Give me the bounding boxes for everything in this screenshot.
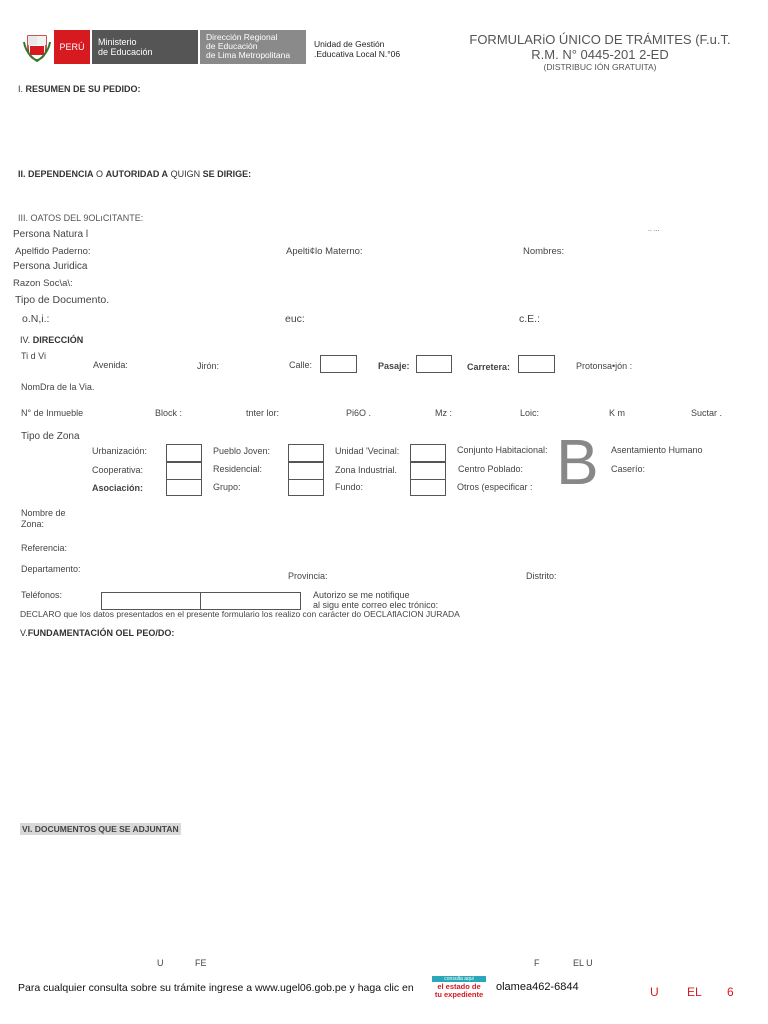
form-distribution-note: (DISTRIBUC IÓN GRATUITA) [543, 62, 657, 72]
signature-mark-2: FE [195, 958, 207, 968]
lote-label: Loic: [520, 408, 540, 418]
fundo-label: Fundo: [335, 482, 364, 492]
nombres-label: Nombres: [523, 246, 565, 257]
asentamiento-humano-label: Asentamiento Humano [611, 445, 703, 455]
piso-label: Pi6O . [346, 408, 372, 418]
telefono-2-field[interactable] [200, 592, 301, 610]
unidad-vecinal-label: Unidad 'Vecinal: [335, 446, 400, 456]
ugel-label: Unidad de Gestión .Educativa Local N.°06 [314, 39, 401, 59]
peru-brand-label: PERÚ [54, 30, 90, 64]
nombre-via-label: NomDra de la Via. [21, 382, 95, 392]
carretera-label: Carretera: [467, 362, 511, 372]
peru-coat-of-arms-icon [22, 32, 52, 62]
persona-juridica-label: Persona Juridica [13, 261, 88, 272]
departamento-label: Departamento: [21, 564, 81, 574]
avenida-label: Avenida: [93, 360, 128, 370]
caserio-label: Caserío: [611, 464, 646, 474]
mz-label: Mz : [435, 408, 452, 418]
scan-marks: .. ... [648, 226, 660, 233]
tipo-documento-label: Tipo de Documento. [15, 294, 110, 306]
telefono-1-field[interactable] [101, 592, 201, 610]
apellido-materno-label: Apelti¢lo Materno: [286, 246, 363, 257]
footer-consulta-text: Para cualquier consulta sobre su trámite ingrese a www.ugel06.gob.pe y haga clic en [18, 982, 414, 994]
prolongacion-label: Protonsa•jón : [576, 361, 633, 371]
pasaje-checkbox[interactable] [416, 355, 452, 373]
persona-natural-label: Persona Natura l [13, 229, 89, 240]
conjunto-habitacional-label: Conjunto Habitacional: [457, 445, 548, 455]
section-5-title: V.FUNDAMENTACIÓN OEL PEO/DO: [20, 628, 175, 638]
ministry-label: Ministerio de Educación [92, 30, 198, 64]
grupo-checkbox[interactable] [288, 479, 324, 496]
footer-phone: olamea462-6844 [496, 981, 579, 993]
signature-mark-3: F [534, 958, 540, 968]
pasaje-label: Pasaje: [378, 361, 410, 371]
block-label: Block : [155, 408, 183, 418]
section-4-title: IV. DIRECCIÓN [20, 335, 84, 345]
provincia-label: Provincia: [288, 571, 328, 581]
grupo-label: Grupo: [213, 482, 241, 492]
numero-inmueble-label: N° de Inmueble [21, 408, 84, 418]
calle-checkbox[interactable] [320, 355, 357, 373]
ce-label: c.E.: [519, 313, 541, 325]
footer-mark-3: 6 [727, 985, 734, 999]
zona-industrial-label: Zona Industrial. [335, 465, 398, 475]
otros-label: Otros (especificar : [457, 482, 533, 492]
carretera-checkbox[interactable] [518, 355, 555, 373]
residencial-label: Residencial: [213, 464, 263, 474]
unidad-vecinal-checkbox[interactable] [410, 444, 446, 462]
autorizo-notificacion-label: Autorizo se me notifique al sigu ente correo elec trónico: [313, 590, 439, 610]
jiron-label: Jirón: [197, 361, 220, 371]
fundo-checkbox[interactable] [410, 479, 446, 496]
nombre-zona-label: Nombre de Zona: [21, 508, 66, 529]
signature-mark-1: U [157, 958, 164, 968]
cooperativa-label: Cooperativa: [92, 465, 144, 475]
section-6-title: VI. DOCUMENTOS QUE SE ADJUNTAN [22, 824, 179, 834]
cooperativa-checkbox[interactable] [166, 462, 202, 480]
interior-label: tnter lor: [246, 408, 280, 418]
scan-letter-mark: B [556, 426, 599, 498]
calle-label: Calle: [289, 360, 313, 370]
section-3-title: III. OATOS DEL 9OLıCITANTE: [18, 213, 144, 223]
pueblo-joven-checkbox[interactable] [288, 444, 324, 462]
referencia-label: Referencia: [21, 543, 68, 553]
centro-poblado-label: Centro Poblado: [458, 464, 524, 474]
pueblo-joven-label: Pueblo Joven: [213, 446, 271, 456]
tipo-zona-label: Tipo de Zona [21, 431, 80, 442]
distrito-label: Distrito: [526, 571, 557, 581]
zona-industrial-checkbox[interactable] [410, 462, 446, 480]
section-1-title: I. RESUMEN DE SU PEDIDO: [18, 84, 141, 94]
urbanizacion-checkbox[interactable] [166, 444, 202, 462]
urbanizacion-label: Urbanización: [92, 446, 148, 456]
section-2-title: II. DEPENDENCIA O AUTORIDAD A QUIGN SE DIRIGE: [18, 169, 252, 179]
ruc-label: euc: [285, 313, 305, 325]
sector-label: Suctar . [691, 408, 723, 418]
footer-mark-2: EL [687, 985, 702, 999]
telefonos-label: Teléfonos: [21, 590, 63, 600]
asociacion-label: Asociación: [92, 483, 144, 493]
dre-label: Dirección Regional de Educación de Lima Metropolitana [200, 30, 306, 64]
tu-expediente-badge[interactable]: consulta aqui el estado de tu expediente [430, 976, 488, 1000]
form-title: FORMULARiO ÚNICO DE TRÁMITES (F.u.T. R.M. N° 0445-201 2-ED [469, 32, 731, 62]
razon-social-label: Razon Soc\a\: [13, 278, 73, 289]
declaracion-jurada-text: DECLARO que los datos presentados en el presente formulario los realizo con carácter do OECLAflACION JURADA [20, 609, 460, 619]
residencial-checkbox[interactable] [288, 462, 324, 480]
tipo-via-label: Ti d Vi [21, 351, 47, 361]
footer-mark-1: U [650, 985, 659, 999]
dni-label: o.N,i.: [22, 313, 50, 325]
km-label: K m [609, 408, 626, 418]
signature-mark-4: EL U [573, 958, 593, 968]
asociacion-checkbox[interactable] [166, 479, 202, 496]
apellido-paterno-label: Apelfido Paderno: [15, 246, 91, 257]
